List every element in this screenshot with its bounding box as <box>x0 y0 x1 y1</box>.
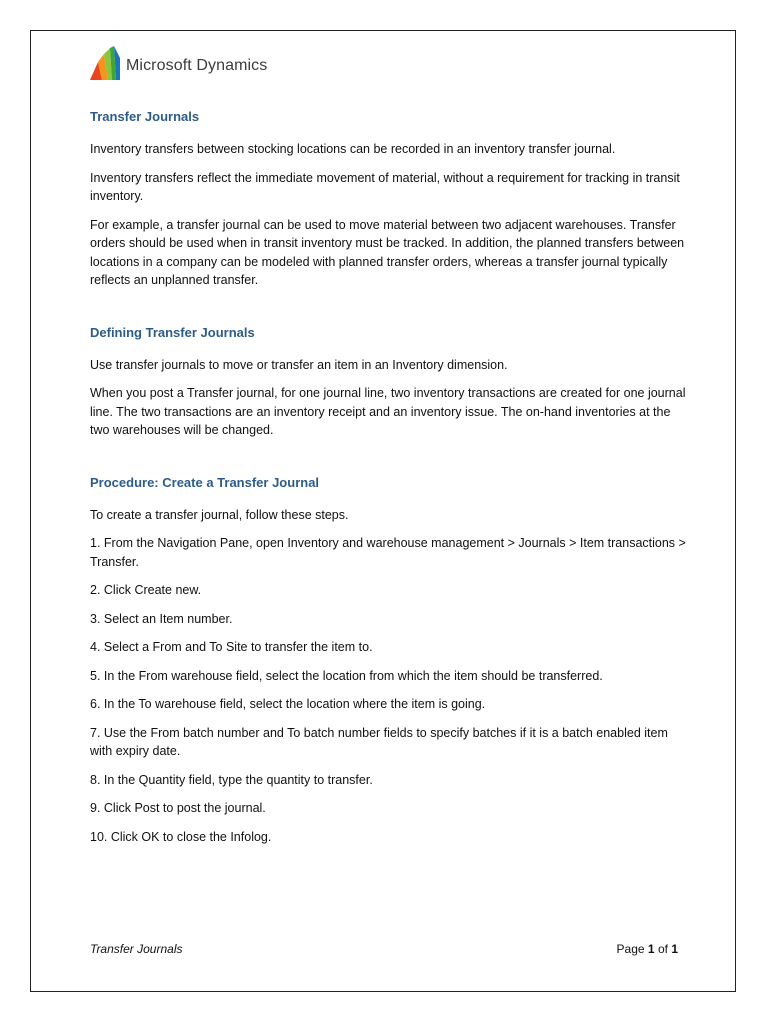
procedure-step: 10. Click OK to close the Infolog. <box>90 829 272 844</box>
procedure-step: 9. Click Post to post the journal. <box>90 801 266 815</box>
paragraph: Inventory transfers reflect the immediate movement of material, without a requirement for tracking in transit inventory. <box>90 170 680 203</box>
section-heading: Procedure: Create a Transfer Journal <box>90 474 320 490</box>
procedure-step: 5. In the From warehouse field, select the location from which the item should be transferred. <box>90 668 603 683</box>
section-heading: Defining Transfer Journals <box>90 324 255 340</box>
page-footer <box>90 942 678 956</box>
procedure-step: 2. Click Create new. <box>90 583 202 597</box>
procedure-step: 8. In the Quantity field, type the quantity to transfer. <box>90 772 373 787</box>
page-label: Page <box>616 942 645 956</box>
paragraph: When you post a Transfer journal, for one journal line, two inventory transactions are created for one journal line. The two transactions are an inventory receipt and an inventory issue. The on-hand inventories at the two warehouses will be changed. <box>90 386 686 437</box>
footer-title: Transfer Journals <box>90 942 183 956</box>
page-total: 1 <box>671 942 678 956</box>
section-transfer-journals <box>90 108 690 290</box>
procedure-step: 7. Use the From batch number and To batch number fields to specify batches if it is a batch enabled item with expiry date. <box>90 725 668 758</box>
of-label: of <box>657 942 668 956</box>
section-defining-transfer-journals <box>90 324 690 440</box>
procedure-step: 4. Select a From and To Site to transfer the item to. <box>90 640 373 654</box>
paragraph: Use transfer journals to move or transfer an item in an Inventory dimension. <box>90 357 508 372</box>
procedure-step: 6. In the To warehouse field, select the location where the item is going. <box>90 697 486 711</box>
document-body <box>90 108 690 856</box>
procedure-step: 1. From the Navigation Pane, open Inventory and warehouse management > Journals > Item transactions > Transfer. <box>90 536 686 569</box>
section-heading: Transfer Journals <box>90 109 200 124</box>
paragraph: Inventory transfers between stocking locations can be recorded in an inventory transfer journal. <box>90 142 616 156</box>
logo-text: Microsoft Dynamics <box>126 57 268 74</box>
page-number <box>617 942 678 956</box>
section-procedure <box>90 474 690 847</box>
paragraph: For example, a transfer journal can be used to move material between two adjacent warehouses. Transfer orders should be used when in transit inventory must be tracked. In addition, the planned transfers between locations in a company can be modeled with planned transfer orders, whereas a transfer journal typically reflects an unplanned transfer. <box>90 217 685 287</box>
procedure-step: 3. Select an Item number. <box>90 611 233 626</box>
microsoft-dynamics-logo <box>90 44 267 82</box>
page-current: 1 <box>647 942 655 956</box>
dynamics-logo-icon <box>90 46 124 80</box>
paragraph: To create a transfer journal, follow these steps. <box>90 507 349 522</box>
